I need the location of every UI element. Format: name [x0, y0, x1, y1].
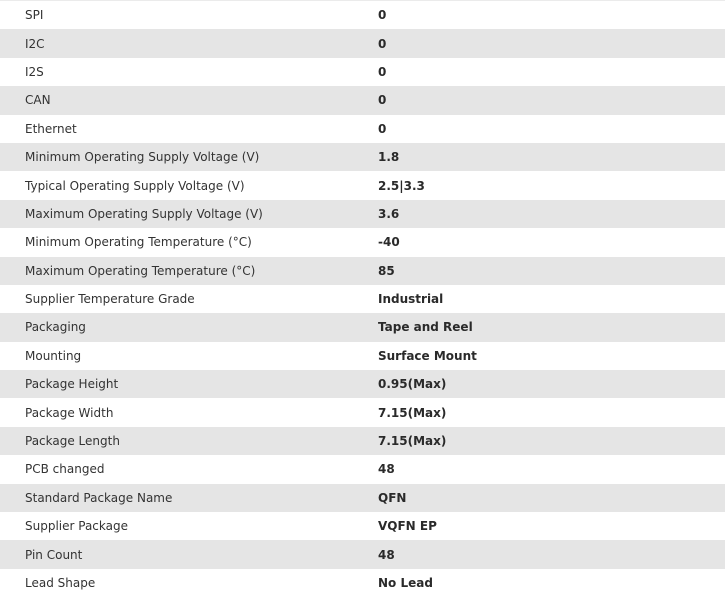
spec-value: 0 — [378, 8, 387, 23]
spec-value: QFN — [378, 490, 407, 505]
spec-value: 0 — [378, 121, 387, 136]
spec-row-min-supply-voltage — [0, 143, 725, 171]
spec-label: Supplier Temperature Grade — [25, 292, 195, 307]
spec-label: Mounting — [25, 348, 82, 363]
spec-value: 85 — [378, 263, 395, 278]
spec-row-i2s — [0, 58, 725, 86]
spec-value: 0 — [378, 93, 387, 108]
spec-value: 0.95(Max) — [378, 377, 447, 392]
spec-label: Typical Operating Supply Voltage (V) — [25, 178, 245, 193]
spec-row-package-width — [0, 398, 725, 426]
spec-row-standard-package-name — [0, 484, 725, 512]
spec-value: 48 — [378, 462, 395, 477]
spec-value: 48 — [378, 547, 395, 562]
spec-value: Industrial — [378, 292, 444, 307]
spec-row-pin-count — [0, 540, 725, 568]
spec-label: Supplier Package — [25, 519, 128, 534]
spec-row-ethernet — [0, 115, 725, 143]
spec-row-can — [0, 86, 725, 114]
spec-row-temperature-grade — [0, 285, 725, 313]
spec-row-typical-supply-voltage — [0, 171, 725, 199]
spec-value: 0 — [378, 36, 387, 51]
spec-row-package-length — [0, 427, 725, 455]
spec-row-spi — [0, 1, 725, 29]
spec-label: Package Length — [25, 434, 120, 449]
spec-label: I2S — [25, 64, 44, 79]
spec-label: Package Height — [25, 377, 119, 392]
spec-label: Minimum Operating Supply Voltage (V) — [25, 150, 260, 165]
spec-label: PCB changed — [25, 462, 105, 477]
spec-value: 7.15(Max) — [378, 405, 447, 420]
spec-value: No Lead — [378, 576, 433, 590]
spec-value: -40 — [378, 235, 400, 250]
spec-value: 3.6 — [378, 206, 400, 221]
spec-value: Surface Mount — [378, 348, 477, 363]
specifications-table — [0, 1, 725, 597]
spec-value: 0 — [378, 64, 387, 79]
spec-label: Minimum Operating Temperature (°C) — [25, 235, 252, 250]
spec-row-mounting — [0, 342, 725, 370]
spec-row-lead-shape — [0, 569, 725, 597]
spec-label: Maximum Operating Supply Voltage (V) — [25, 206, 263, 221]
specifications-table-body — [0, 1, 725, 597]
spec-label: CAN — [25, 93, 51, 108]
spec-label: Packaging — [25, 320, 86, 335]
spec-row-max-operating-temperature — [0, 257, 725, 285]
spec-label: SPI — [25, 8, 44, 23]
spec-label: Lead Shape — [25, 576, 96, 590]
spec-row-pcb-changed — [0, 455, 725, 483]
spec-row-i2c — [0, 29, 725, 57]
spec-value: 1.8 — [378, 150, 400, 165]
spec-row-package-height — [0, 370, 725, 398]
spec-row-max-supply-voltage — [0, 200, 725, 228]
spec-label: Pin Count — [25, 547, 83, 562]
spec-row-min-operating-temperature — [0, 228, 725, 256]
spec-row-supplier-package — [0, 512, 725, 540]
spec-value: 2.5|3.3 — [378, 178, 425, 193]
spec-row-packaging — [0, 313, 725, 341]
spec-value: Tape and Reel — [378, 320, 473, 335]
spec-label: Ethernet — [25, 121, 77, 136]
spec-label: Maximum Operating Temperature (°C) — [25, 263, 256, 278]
spec-label: I2C — [25, 36, 45, 51]
spec-value: VQFN EP — [378, 519, 437, 534]
spec-label: Package Width — [25, 405, 114, 420]
spec-label: Standard Package Name — [25, 490, 173, 505]
spec-value: 7.15(Max) — [378, 434, 447, 449]
